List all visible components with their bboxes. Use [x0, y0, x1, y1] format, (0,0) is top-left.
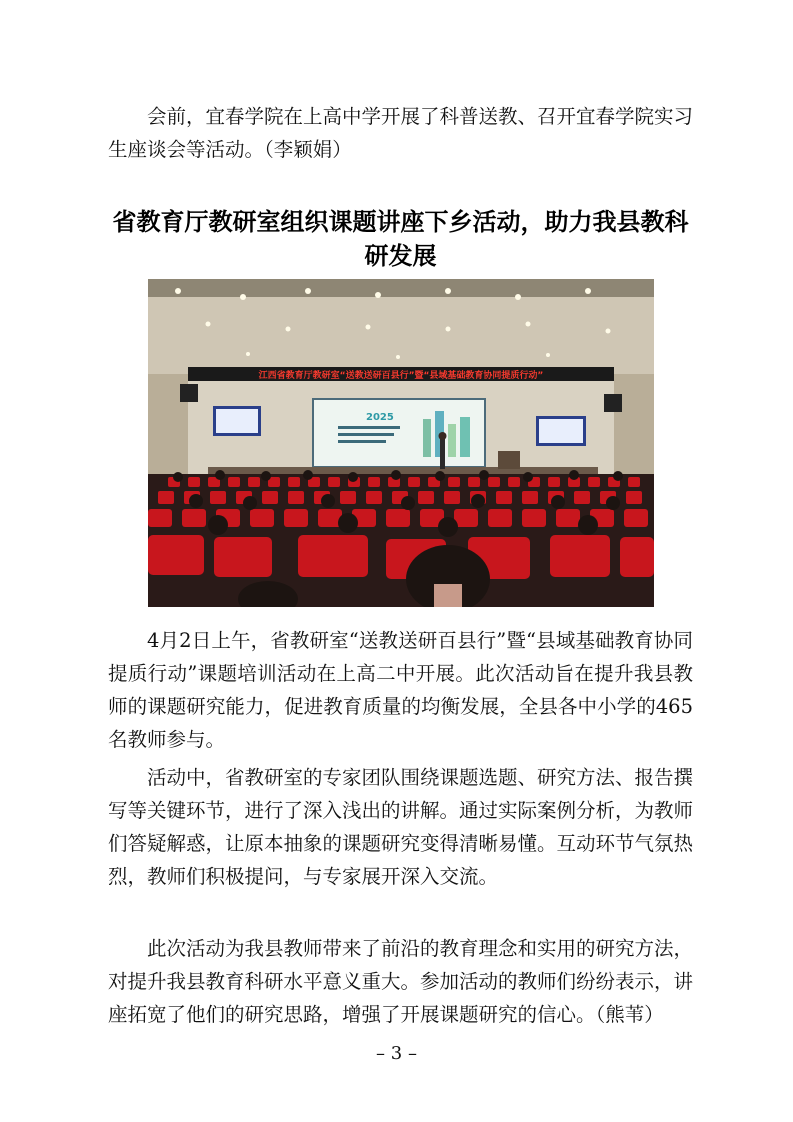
- lecture-hall-photo: [148, 279, 654, 607]
- article-paragraph-1: 4月2日上午，省教研室“送教送研百县行”暨“县域基础教育协同提质行动”课题培训活动在上高二中开展。此次活动旨在提升我县教师的课题研究能力，促进教育质量的均衡发展，全县各中小学的465名教师参与。: [108, 629, 693, 751]
- article-paragraph-3: 此次活动为我县教师带来了前沿的教育理念和实用的研究方法，对提升我县教育科研水平意义重大。参加活动的教师们纷纷表示，讲座拓宽了他们的研究思路，增强了开展课题研究的信心。（熊苇）: [108, 937, 694, 1026]
- banner-text: 江西省教育厅教研室“送教送研百县行”暨“县域基础教育协同提质行动”: [258, 371, 544, 381]
- speaker-figure: [440, 439, 445, 469]
- intro-paragraph: 会前，宜春学院在上高中学开展了科普送教、召开宜春学院实习生座谈会等活动。（李颖娟）: [108, 105, 694, 161]
- article-headline: 省教育厅教研室组织课题讲座下乡活动，助力我县教科研发展: [112, 208, 689, 270]
- page-number: – 3 –: [376, 1043, 417, 1064]
- screen-year: 2025: [366, 412, 394, 423]
- article-paragraph-2: 活动中，省教研室的专家团队围绕课题选题、研究方法、报告撰写等关键环节，进行了深入浅出的讲解。通过实际案例分析，为教师们答疑解惑，让原本抽象的课题研究变得清晰易懂。互动环节气氛热烈，教师们积极提问，与专家展开深入交流。: [108, 766, 694, 888]
